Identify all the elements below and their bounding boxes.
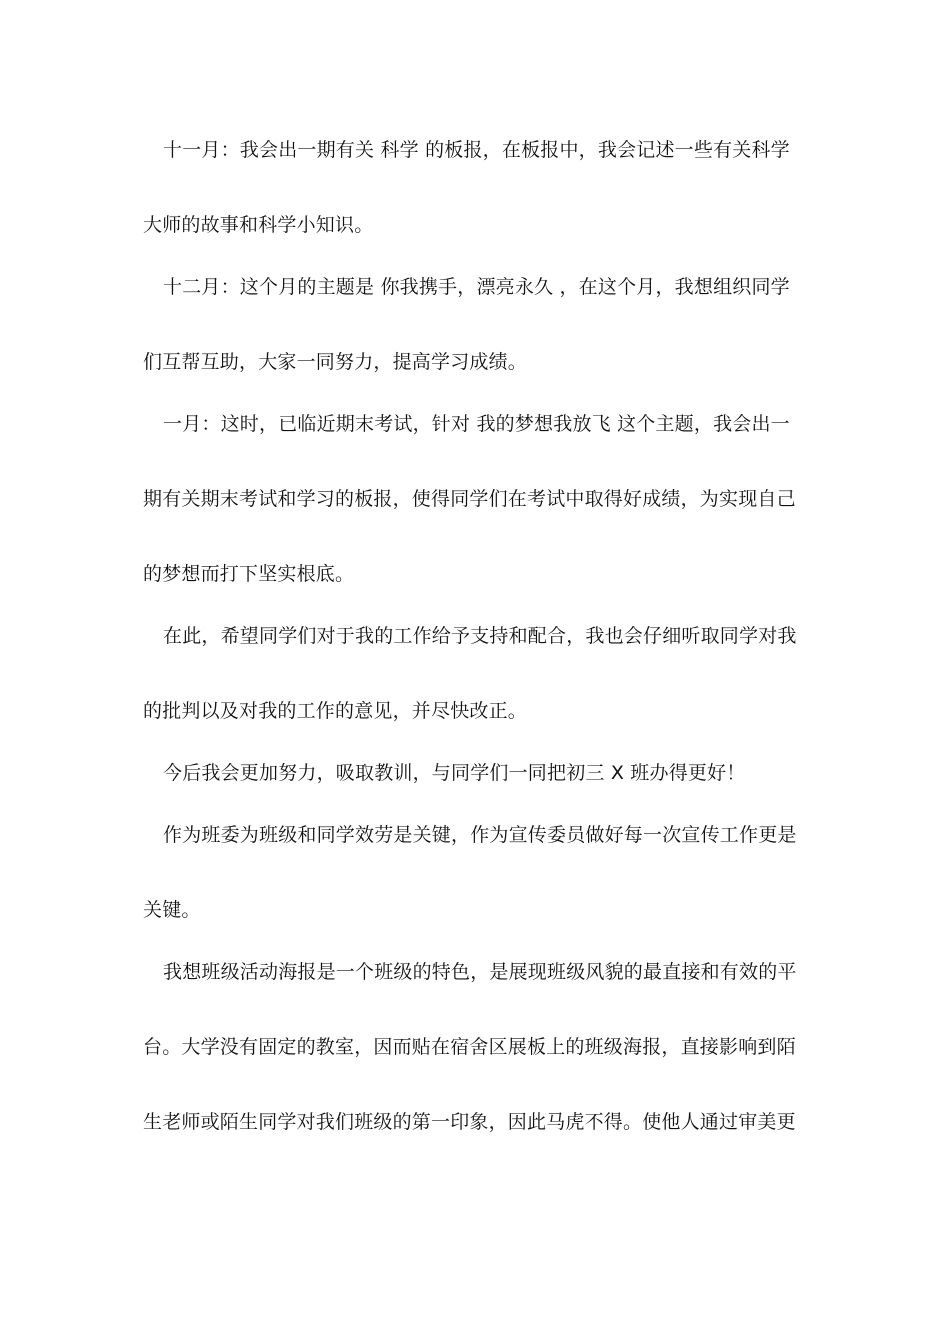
paragraph-poster-line-3: 生老师或陌生同学对我们班级的第一印象，因此马虎不得。使他人通过审美更 [143,1111,796,1133]
paragraph-december-line-1: 十二月：这个月的主题是 你我携手，漂亮永久 ，在这个月，我想组织同学 [163,276,790,298]
paragraph-january-line-2: 期有关期末考试和学习的板报，使得同学们在考试中取得好成绩，为实现自己 [143,488,796,510]
paragraph-poster-line-1: 我想班级活动海报是一个班级的特色，是展现班级风貌的最直接和有效的平 [163,961,797,983]
paragraph-role-line-2: 关键。 [143,899,201,921]
paragraph-promise-line-1: 今后我会更加努力，吸取教训，与同学们一同把初三 X 班办得更好！ [163,762,746,784]
paragraph-january-line-3: 的梦想而打下坚实根底。 [143,563,355,585]
paragraph-january-line-1: 一月：这时，已临近期末考试，针对 我的梦想我放飞 这个主题，我会出一 [163,413,790,435]
paragraph-poster-line-2: 台。大学没有固定的教室，因而贴在宿舍区展板上的班级海报，直接影响到陌 [143,1036,796,1058]
paragraph-request-line-1: 在此，希望同学们对于我的工作给予支持和配合，我也会仔细听取同学对我 [163,625,797,647]
paragraph-role-line-1: 作为班委为班级和同学效劳是关键，作为宣传委员做好每一次宣传工作更是 [163,824,797,846]
paragraph-request-line-2: 的批判以及对我的工作的意见，并尽快改正。 [143,700,528,722]
paragraph-november-line-1: 十一月：我会出一期有关 科学 的板报，在板报中，我会记述一些有关科学 [163,139,790,161]
paragraph-december-line-2: 们互帮互助，大家一同努力，提高学习成绩。 [143,351,528,373]
paragraph-november-line-2: 大师的故事和科学小知识。 [143,214,374,236]
